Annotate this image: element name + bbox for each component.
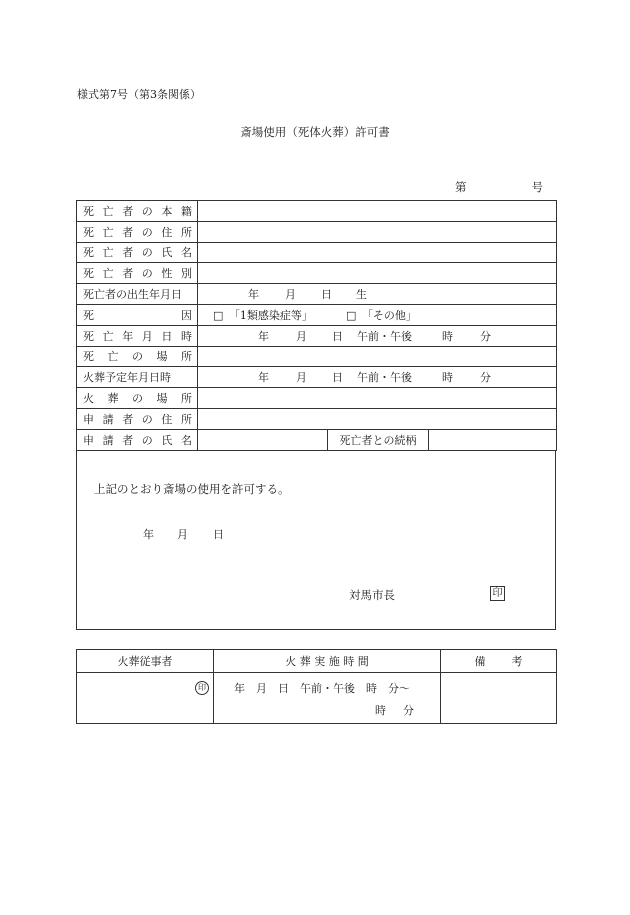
field-cremation-place[interactable] (198, 388, 557, 409)
field-shimei[interactable] (198, 242, 557, 263)
label-text: 死 亡 者 の 性 別 (83, 267, 192, 281)
field-relation[interactable] (429, 429, 557, 450)
mayor-name: 対馬市長 (349, 588, 395, 602)
field-birth[interactable] (198, 284, 557, 305)
cremation-hour: 時 (442, 371, 453, 385)
row-applicant-name (77, 429, 557, 450)
birth-month: 月 (285, 288, 296, 302)
death-month: 月 (296, 329, 307, 343)
cert-year: 年 (143, 528, 154, 541)
birth-day: 日 (321, 288, 332, 302)
label-birth (77, 284, 198, 305)
cremation-month: 月 (296, 371, 307, 385)
field-remarks[interactable] (441, 673, 557, 724)
row-birth (77, 284, 557, 305)
label-shimei (77, 242, 198, 263)
label-cause (77, 304, 198, 325)
cremation-day: 日 (332, 371, 343, 385)
death-hour: 時 (442, 329, 453, 343)
row-cremation-place (77, 388, 557, 409)
row-cremation-datetime (77, 367, 557, 388)
death-ampm: 午前・午後 (357, 329, 412, 343)
row-shimei (77, 242, 557, 263)
label-text: 火 葬 の 場 所 (83, 392, 192, 406)
label-cremation-datetime (77, 367, 198, 388)
document-title: 斎場使用（死体火葬）許可書 (240, 125, 390, 139)
row-honseki (77, 201, 557, 222)
label-text: 死亡者の出生年月日 (83, 288, 182, 302)
label-relation: 死亡者との続柄 (328, 429, 429, 450)
header-worker: 火葬従事者 (77, 650, 214, 673)
field-time[interactable] (214, 673, 441, 724)
label-text: 申 請 者 の 住 所 (83, 412, 192, 426)
field-applicant-name[interactable] (198, 429, 328, 450)
cremation-ampm: 午前・午後 (357, 371, 412, 385)
field-worker[interactable] (77, 673, 214, 724)
label-seibetsu (77, 263, 198, 284)
cert-month: 月 (177, 528, 188, 541)
label-death-datetime (77, 325, 198, 346)
record-header-row (77, 650, 557, 673)
field-honseki[interactable] (198, 201, 557, 222)
field-cremation-datetime[interactable] (198, 367, 557, 388)
row-cause (77, 304, 557, 325)
label-applicant-address (77, 408, 198, 429)
death-minute: 分 (480, 329, 491, 343)
cert-day: 日 (213, 528, 224, 541)
cremation-record-table (76, 649, 557, 724)
label-text: 死 亡 者 の 氏 名 (83, 246, 192, 260)
death-day: 日 (332, 329, 343, 343)
label-applicant-name (77, 429, 198, 450)
checkbox-other[interactable]: □ 「その他」 (346, 308, 417, 322)
row-seibetsu (77, 263, 557, 284)
label-cremation-place (77, 388, 198, 409)
label-text: 申 請 者 の 氏 名 (83, 433, 192, 447)
header-remarks: 備 考 (441, 650, 557, 673)
label-text: 死 亡 年 月 日 時 (83, 329, 192, 343)
mayor-seal: 印 (490, 586, 505, 601)
time-line-2-minute: 分 (403, 704, 414, 717)
number-prefix: 第 (455, 180, 467, 194)
field-cause[interactable] (198, 304, 557, 325)
checkbox-infectious[interactable]: □ 「1類感染症等」 (213, 308, 313, 322)
field-death-datetime[interactable] (198, 325, 557, 346)
birth-year: 年 (248, 288, 259, 302)
worker-seal: 印 (195, 681, 209, 695)
row-death-datetime (77, 325, 557, 346)
field-death-place[interactable] (198, 346, 557, 367)
record-body-row (77, 673, 557, 724)
time-line-1: 年 月 日 午前・午後 時 分～ (234, 682, 410, 695)
header-time: 火 葬 実 施 時 間 (214, 650, 441, 673)
cremation-year: 年 (258, 371, 269, 385)
field-applicant-address[interactable] (198, 408, 557, 429)
cremation-minute: 分 (480, 371, 491, 385)
time-line-2-hour: 時 (375, 704, 386, 717)
field-jusho[interactable] (198, 221, 557, 242)
row-applicant-address (77, 408, 557, 429)
row-jusho (77, 221, 557, 242)
form-reference: 様式第7号（第3条関係） (77, 88, 201, 101)
field-seibetsu[interactable] (198, 263, 557, 284)
label-honseki (77, 201, 198, 222)
label-text: 火葬予定年月日時 (83, 371, 171, 385)
permit-main-table (76, 200, 557, 451)
row-death-place (77, 346, 557, 367)
birth-sei: 生 (356, 288, 367, 302)
death-year: 年 (258, 329, 269, 343)
label-text: 死 因 (83, 308, 192, 322)
number-suffix: 号 (531, 180, 543, 194)
label-text: 死 亡 者 の 住 所 (83, 225, 192, 239)
label-text: 死 亡 の 場 所 (83, 350, 192, 364)
label-jusho (77, 221, 198, 242)
certificate-text: 上記のとおり斎場の使用を許可する。 (94, 482, 290, 496)
label-death-place (77, 346, 198, 367)
label-text: 死 亡 者 の 本 籍 (83, 204, 192, 218)
